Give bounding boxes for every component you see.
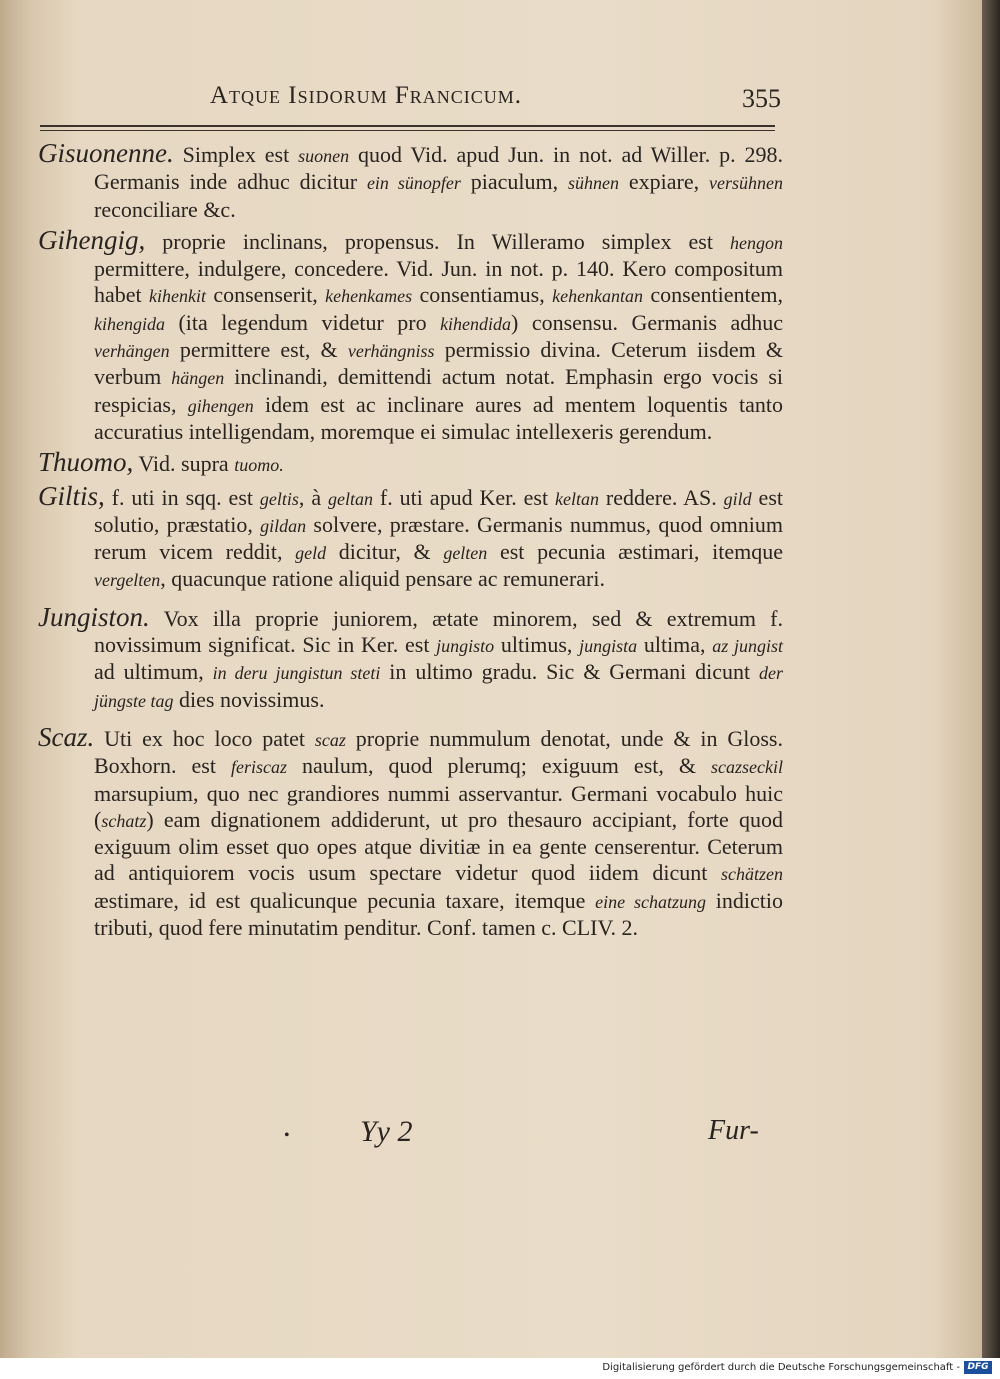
entry-italic-term: scazseckil	[711, 757, 783, 778]
entry-headword: Scaz.	[38, 721, 95, 752]
entry-italic-term: ein sünopfer	[366, 173, 461, 194]
entry-text: Vid. supra	[133, 451, 235, 477]
entry-italic-term: schatz	[101, 810, 147, 831]
entry-italic-term: geltan	[328, 488, 374, 509]
entry-headword: Gisuonenne.	[38, 138, 174, 168]
entry-italic-term: der jüngste tag	[94, 663, 784, 711]
entry-text: , à	[298, 484, 329, 510]
entry-text: permissio divina. Ceterum iisdem & verbum	[94, 337, 783, 390]
entry-italic-term: gelten	[443, 543, 488, 564]
entry-text: idem est ac inclinare aures ad mentem loquentis tanto accuratius intelligendam, moremque ei simulac intellexeris gerendum.	[94, 391, 783, 444]
entry-italic-term: kihenkit	[149, 286, 206, 307]
entry-text: reddere. AS.	[599, 484, 724, 510]
entry-text: , quacunque ratione aliquid pensare ac remunerari.	[160, 566, 605, 592]
entry-italic-term: gildan	[260, 515, 307, 536]
signature-mark: Yy 2	[360, 1115, 413, 1148]
entry-italic-term: jungista	[579, 636, 638, 657]
entry-text: marsupium, quo nec grandiores nummi asservantur. Germani vocabulo huic (	[94, 780, 783, 832]
entry-italic-term: kihengida	[94, 313, 165, 334]
page-number: 355	[742, 84, 781, 113]
entry-italic-term: verhängen	[94, 341, 170, 362]
catchword: Fur-	[708, 1115, 759, 1146]
entry-italic-term: sühnen	[567, 173, 619, 194]
entry-text: expiare,	[618, 169, 710, 195]
glossary-entry	[38, 224, 784, 445]
entry-text: æstimare, id est qualicunque pecunia taxare, itemque	[94, 887, 596, 913]
entry-text: ad ultimum,	[94, 659, 213, 685]
entry-text: f. uti in sqq. est	[104, 484, 260, 510]
entry-italic-term: jungisto	[436, 636, 495, 657]
entry-italic-term: schätzen	[721, 864, 783, 885]
entry-text: quod Vid. apud Jun. in not. ad Willer. p. 298. Germanis inde adhuc dicitur	[94, 142, 783, 195]
glossary-entry	[38, 601, 784, 714]
entry-italic-term: tuomo.	[234, 455, 284, 476]
entry-text: indictio tributi, quod fere minutatim penditur. Conf. tamen c. CLIV. 2.	[94, 887, 783, 941]
entry-italic-term: geltis	[259, 488, 299, 509]
entry-italic-term: kehenkantan	[552, 286, 644, 307]
entry-italic-term: kihendida	[440, 313, 512, 334]
entry-italic-term: in deru jungistun steti	[212, 663, 381, 684]
entry-text: solvere, præstare. Germanis nummus, quod omnium rerum vicem reddit,	[94, 511, 784, 565]
entry-text: proprie nummulum denotat, unde & in Gloss. Boxhorn. est	[94, 725, 783, 779]
entry-text: consenserit,	[205, 282, 326, 308]
entry-text: permittere est, &	[169, 337, 348, 363]
entry-italic-term: vergelten	[94, 570, 161, 591]
entry-text: Uti ex hoc loco patet	[94, 725, 315, 751]
entry-headword: Thuomo,	[38, 447, 134, 478]
entry-text: consentiamus,	[412, 282, 553, 308]
entry-italic-term: eine schatzung	[595, 891, 706, 912]
entry-text: inclinandi, demittendi actum notat. Emphasin ergo vocis si respicias,	[94, 364, 784, 417]
entry-text: naulum, quod plerumq; exiguum est, &	[286, 753, 711, 779]
glossary-entry	[38, 140, 783, 223]
entry-italic-term: kehenkames	[325, 286, 413, 307]
entry-text: Simplex est	[173, 142, 299, 167]
header-rule	[40, 125, 775, 127]
entry-text: in ultimo gradu. Sic & Germani dicunt	[380, 659, 760, 685]
entry-headword: Jungiston.	[38, 601, 150, 632]
glossary-body	[38, 140, 783, 945]
entry-text: Vox illa proprie juniorem, ætate minorem, sed & extremum f. novissimum significat. Sic in Ker. est	[94, 605, 783, 658]
page-footer-marks	[280, 1115, 780, 1155]
entry-text: proprie inclinans, propensus. In Willeramo simplex est	[145, 228, 730, 254]
entry-text: dies novissimus.	[173, 686, 325, 712]
glossary-entry	[38, 480, 784, 594]
entry-text: ) consensu. Germanis adhuc	[511, 309, 783, 335]
entry-italic-term: hengon	[730, 232, 783, 253]
entry-italic-term: gild	[723, 488, 752, 509]
entry-text: ultima,	[637, 632, 713, 658]
glossary-entry	[38, 449, 783, 478]
book-edge	[982, 0, 1000, 1358]
entry-text: permittere, indulgere, concedere. Vid. Jun. in not. p. 140. Kero compositum habet	[94, 256, 783, 308]
entry-headword: Giltis,	[38, 480, 105, 511]
printer-dot: •	[284, 1127, 290, 1144]
entry-italic-term: verhängniss	[347, 341, 435, 362]
header-rule-thin	[40, 130, 775, 131]
entry-text: dicitur, &	[326, 539, 444, 565]
entry-italic-term: hängen	[171, 368, 225, 389]
digitization-note: Digitalisierung gefördert durch die Deutsche Forschungsgemeinschaft -	[602, 1362, 960, 1373]
entry-italic-term: versühnen	[709, 173, 783, 194]
entry-text: f. uti apud Ker. est	[373, 484, 556, 510]
entry-text: est solutio, præstatio,	[94, 484, 783, 537]
entry-text: piaculum,	[460, 169, 568, 195]
entry-text: ) eam dignationem addiderunt, ut pro thesauro accipiant, forte quod exiguum olim esset quo opes atque divitiæ in ea gente censerentur. Ceterum ad antiquiorem vocis usum spectare videtur quod iidem dicunt	[94, 806, 783, 886]
dfg-logo: DFG	[964, 1361, 992, 1374]
entry-italic-term: keltan	[555, 488, 600, 509]
entry-text: consentientem,	[643, 282, 783, 308]
entry-italic-term: gihengen	[187, 395, 254, 416]
entry-text: (ita legendum videtur pro	[164, 309, 441, 335]
entry-text: reconciliare &c.	[94, 196, 236, 222]
entry-headword: Gihengig,	[38, 224, 146, 255]
entry-text: ultimus,	[494, 632, 580, 658]
running-head: Atque Isidorum Francicum.	[210, 82, 523, 109]
entry-italic-term: suonen	[298, 146, 350, 166]
entry-italic-term: feriscaz	[230, 757, 287, 778]
entry-italic-term: scaz	[314, 729, 346, 750]
entry-italic-term: geld	[295, 543, 327, 564]
entry-italic-term: az jungist	[712, 636, 783, 657]
glossary-entry	[38, 721, 783, 941]
entry-text: est pecunia æstimari, itemque	[487, 539, 783, 565]
